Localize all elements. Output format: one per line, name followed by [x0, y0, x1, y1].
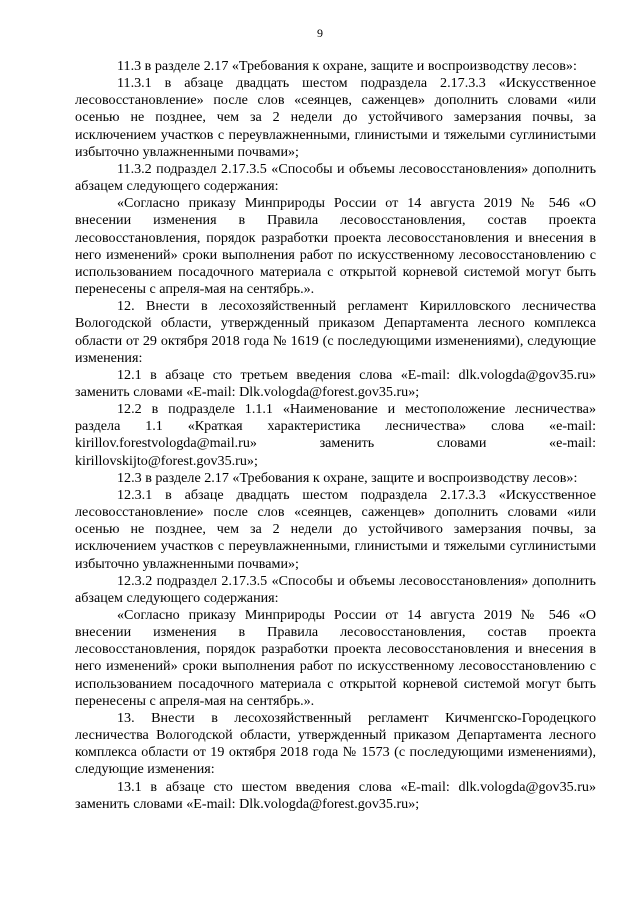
paragraph-12-quote: «Согласно приказу Минприроды России от 14 августа 2019 № 546 «О внесении изменения в Правила лесовосстановления, состав проекта лесовосстановления, порядок разработки проекта лесовосстановления и внесения в него изменений» сроки выполнения работ по искусственному лесовосстановлению с использованием посадочного материала с открытой корневой системой могут быть перенесены с апреля-мая на сентябрь.». — [75, 607, 596, 709]
page-number: 9 — [317, 26, 323, 40]
paragraph-13: 13. Внести в лесохозяйственный регламент Кичменгско-Городецкого лесничества Вологодской области, утвержденный приказом Департамента лесного комплекса области от 19 октября 2018 года № 1573 (с последующими изменениями), следующие изменения: — [75, 709, 596, 778]
paragraph-11-3-1: 11.3.1 в абзаце двадцать шестом подраздела 2.17.3.3 «Искусственное лесовосстановление» после слов «сеянцев, саженцев» дополнить словами «или осенью не позднее, чем за 2 недели до устойчивого замерзания почвы, за исключением участков с переувлажненными, глинистыми и тяжелыми суглинистыми избыточно увлажненными почвами»; — [75, 75, 596, 160]
paragraph-12-2: 12.2 в подразделе 1.1.1 «Наименование и местоположение лесничества» раздела 1.1 «Краткая характеристика лесничества» слова «e-mail: kirillov.forestvologda@mail.ru» заменить словами «e-mail: kirillovskijto@forest.gov35.ru»; — [75, 401, 596, 469]
paragraph-11-quote: «Согласно приказу Минприроды России от 14 августа 2019 № 546 «О внесении изменения в Правила лесовосстановления, состав проекта лесовосстановления, порядок разработки проекта лесовосстановления и внесения в него изменений» сроки выполнения работ по искусственному лесовосстановлению с использованием посадочного материала с открытой корневой системой могут быть перенесены с апреля-мая на сентябрь.». — [75, 195, 596, 298]
document-body — [75, 58, 596, 813]
paragraph-12-3-1: 12.3.1 в абзаце двадцать шестом подраздела 2.17.3.3 «Искусственное лесовосстановление» после слов «сеянцев, саженцев» дополнить словами «или осенью не позднее, чем за 2 недели до устойчивого замерзания почвы, за исключением участков с переувлажненными, глинистыми и тяжелыми суглинистыми избыточно увлажненными почвами»; — [75, 486, 596, 572]
paragraph-11-3-2: 11.3.2 подраздел 2.17.3.5 «Способы и объемы лесовосстановления» дополнить абзацем следующего содержания: — [75, 160, 596, 195]
paragraph-13-1: 13.1 в абзаце сто шестом введения слова «E-mail: dlk.vologda@gov35.ru» заменить словами «E-mail: Dlk.vologda@forest.gov35.ru»; — [75, 778, 596, 812]
paragraph-12-3: 12.3 в разделе 2.17 «Требования к охране, защите и воспроизводству лесов»: — [117, 469, 578, 486]
paragraph-12: 12. Внести в лесохозяйственный регламент Кирилловского лесничества Вологодской области, утвержденный приказом Департамента лесного комплекса области от 29 октября 2018 года № 1619 (с последующими изменениями), следующие изменения: — [75, 298, 596, 366]
paragraph-11-3: 11.3 в разделе 2.17 «Требования к охране, защите и воспроизводству лесов»: — [117, 58, 577, 74]
paragraph-12-1: 12.1 в абзаце сто третьем введения слова «E-mail: dlk.vologda@gov35.ru» заменить словами «E-mail: Dlk.vologda@forest.gov35.ru»; — [75, 366, 596, 400]
paragraph-12-3-2: 12.3.2 подраздел 2.17.3.5 «Способы и объемы лесовосстановления» дополнить абзацем следующего содержания: — [75, 572, 596, 606]
